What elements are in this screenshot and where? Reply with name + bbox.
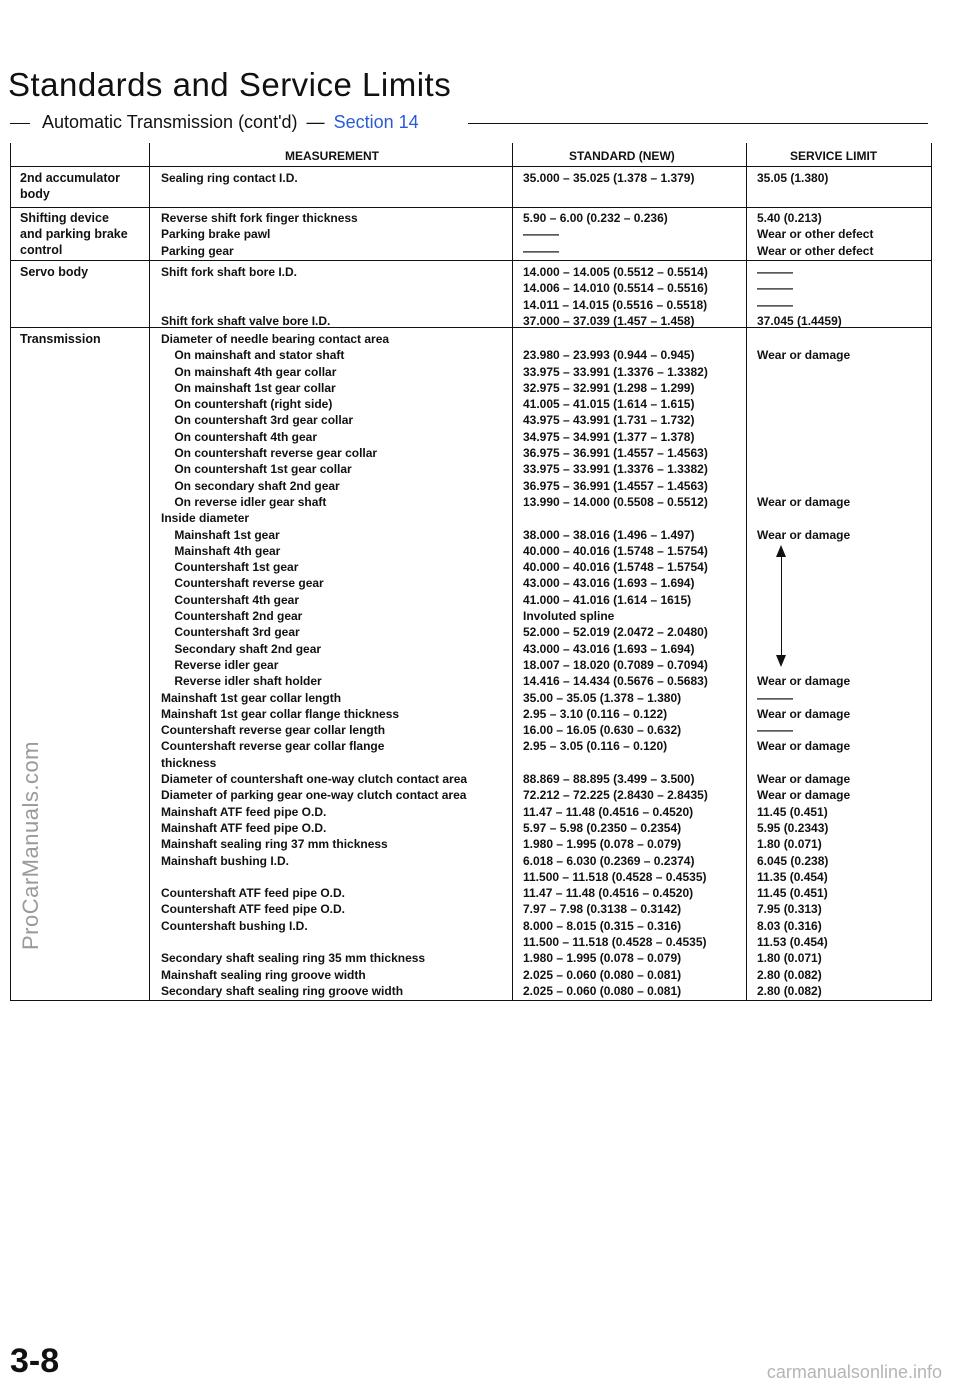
header-service-limit: SERVICE LIMIT [790,149,878,163]
watermark: ProCarManuals.com [18,740,43,950]
subtitle-lead-rule [10,123,30,124]
measurement-cell: Shift fork shaft bore I.D. Shift fork shaft valve bore I.D. [161,265,331,328]
arrow-shaft [781,557,782,661]
header-measurement: MEASUREMENT [285,149,380,163]
subtitle-tail-rule [468,123,928,124]
category-shifting-device: Shifting device and parking brake control [20,211,128,257]
row-rule [11,260,931,261]
header-standard: STANDARD (NEW) [569,149,675,163]
subtitle-dash: — [306,112,325,132]
limit-cell: Wear or damage Wear or damage Wear or damage Wear or damage ——— Wear or damage ——— Wear or damage Wear or damage Wear or damage 11.45 (0.451) 5.95 (0.2343) 1.80 (0.071) 6.045 (0.238) 11.35 (0.454) 11.45 (0.451) 7.95 (0.313) 8.03 (0.316) 11.53 (0.454) 1.80 (0.071) 2.80 (0.082) 2.80 (0.082) [757,348,851,998]
standard-cell: 35.000 – 35.025 (1.378 – 1.379) [523,171,695,185]
footer-site: carmanualsonline.info [766,1362,942,1382]
column-divider [512,143,513,1000]
subtitle-text [42,112,419,133]
section-link[interactable]: Section 14 [333,112,419,132]
measurement-cell: Sealing ring contact I.D. [161,171,298,185]
category-servo-body: Servo body [20,265,89,279]
section-subtitle [8,112,928,134]
arrow-down-icon [776,655,786,667]
standard-cell: 23.980 – 23.993 (0.944 – 0.945) 33.975 – 33.991 (1.3376 – 1.3382) 32.975 – 32.991 (1.298 – 1.299) 41.005 – 41.015 (1.614 – 1.615) 43.975 – 43.991 (1.731 – 1.732) 34.975 – 34.991 (1.377 – 1.378) 36.975 – 36.991 (1.4557 – 1.4563) 33.975 – 33.991 (1.3376 – 1.3382) 36.975 – 36.991 (1.4557 – 1.4563) 13.990 – 14.000 (0.5508 – 0.5512) 38.000 – 38.016 (1.496 – 1.497) 40.000 – 40.016 (1.5748 – 1.5754) 40.000 – 40.016 (1.5748 – 1.5754) 43.000 – 43.016 (1.693 – 1.694) 41.000 – 41.016 (1.614 – 1615) Involuted spline 52.000 – 52.019 (2.0472 – 2.0480) 43.000 – 43.016 (1.693 – 1.694) 18.007 – 18.020 (0.7089 – 0.7094) 14.416 – 14.434 (0.5676 – 0.5683) 35.00 – 35.05 (1.378 – 1.380) 2.95 – 3.10 (0.116 – 0.122) 16.00 – 16.05 (0.630 – 0.632) 2.95 – 3.05 (0.116 – 0.120) 88.869 – 88.895 (3.499 – 3.500) 72.212 – 72.225 (2.8430 – 2.8435) 11.47 – 11.48 (0.4516 – 0.4520) 5.97 – 5.98 (0.2350 – 0.2354) 1.980 – 1.995 (0.078 – 0.079) 6.018 – 6.030 (0.2369 – 0.2374) 11.500 – 11.518 (0.4528 – 0.4535) 11.47 – 11.48 (0.4516 – 0.4520) 7.97 – 7.98 (0.3138 – 0.3142) 8.000 – 8.015 (0.315 – 0.316) 11.500 – 11.518 (0.4528 – 0.4535) 1.980 – 1.995 (0.078 – 0.079) 2.025 – 0.060 (0.080 – 0.081) 2.025 – 0.060 (0.080 – 0.081) [523,348,708,998]
measurement-cell: Diameter of needle bearing contact area On mainshaft and stator shaft On mainshaft 4th gear collar On mainshaft 1st gear collar On countershaft (right side) On countershaft 3rd gear collar On countershaft 4th gear On countershaft reverse gear collar On countershaft 1st gear collar On secondary shaft 2nd gear On reverse idler gear shaft Inside diameter Mainshaft 1st gear Mainshaft 4th gear Countershaft 1st gear Countershaft reverse gear Countershaft 4th gear Countershaft 2nd gear Countershaft 3rd gear Secondary shaft 2nd gear Reverse idler gear Reverse idler shaft holder Mainshaft 1st gear collar length Mainshaft 1st gear collar flange thickness Countershaft reverse gear collar length Countershaft reverse gear collar flange thickness Diameter of countershaft one-way clutch contact area Diameter of parking gear one-way clutch contact area Mainshaft ATF feed pipe O.D. Mainshaft ATF feed pipe O.D. Mainshaft sealing ring 37 mm thickness Mainshaft bushing I.D. Countershaft ATF feed pipe O.D. Countershaft ATF feed pipe O.D. Countershaft bushing I.D. Secondary shaft sealing ring 35 mm thickness Mainshaft sealing ring groove width Secondary shaft sealing ring groove width [161,332,468,998]
column-divider [746,143,747,1000]
limit-cell: 35.05 (1.380) [757,171,829,185]
measurement-cell: Reverse shift fork finger thickness Parking brake pawl Parking gear [161,211,358,258]
category-2nd-accumulator: 2nd accumulator body [20,171,121,201]
limit-cell: 5.40 (0.213) Wear or other defect Wear or other defect [757,211,874,258]
header-rule [11,166,931,167]
page-title: Standards and Service Limits [8,66,452,103]
standard-cell: 14.000 – 14.005 (0.5512 – 0.5514) 14.006 – 14.010 (0.5514 – 0.5516) 14.011 – 14.015 (0.5516 – 0.5518) 37.000 – 37.039 (1.457 – 1.458) [523,265,708,328]
category-transmission: Transmission [20,332,101,346]
limit-cell: ——— ——— ——— 37.045 (1.4459) [757,265,842,328]
spec-table [10,143,932,1001]
subtitle-lead: Automatic Transmission (cont'd) [42,112,298,132]
row-rule [11,207,931,208]
column-divider [149,143,150,1000]
arrow-up-icon [776,545,786,557]
standard-cell: 5.90 – 6.00 (0.232 – 0.236) ——— ——— [523,211,668,258]
page-number: 3-8 [10,1342,60,1380]
